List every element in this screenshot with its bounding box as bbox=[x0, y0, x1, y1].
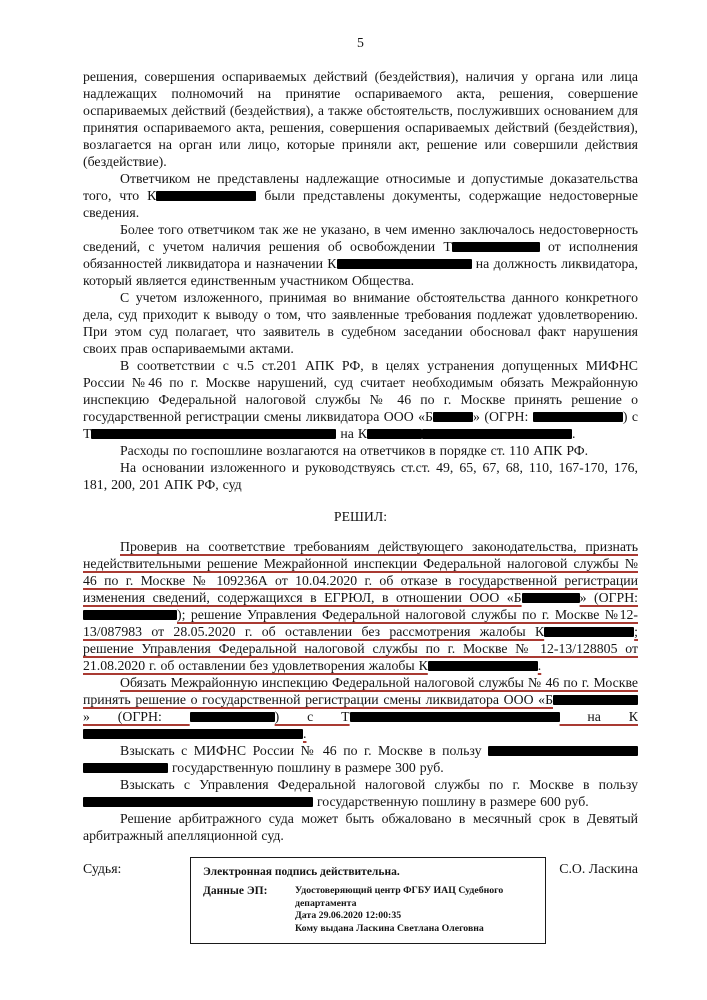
stamp-details bbox=[295, 885, 513, 935]
redaction-bar bbox=[91, 429, 336, 439]
redaction-bar bbox=[553, 695, 638, 705]
redaction-bar bbox=[452, 242, 540, 252]
redaction-bar bbox=[337, 259, 472, 269]
para-na-osnovanii: На основании изложенного и руководствуясь ст.ст. 49, 65, 67, 68, 110, 167-170, 176, 181, 200, 201 АПК РФ, суд bbox=[83, 460, 638, 492]
judge-label: Судья: bbox=[83, 861, 122, 876]
redaction-bar bbox=[544, 627, 634, 637]
para-continuation: решения, совершения оспариваемых действий (бездействия), наличия у органа или лица надлежащих полномочий на принятие оспариваемого акта, решения, совершение оспариваемых действий (бездействия), а также обстоятельств, послуживших основанием для принятия оспариваемого акта, решения, совершения оспариваемых действий (бездействия), возлагается на орган или лицо, которые приняли акт, решение или совершили действия (бездействие). bbox=[83, 69, 638, 169]
redaction-bar bbox=[533, 412, 623, 422]
redaction-bar bbox=[422, 429, 572, 439]
para-rashody: Расходы по госпошлине возлагаются на ответчиков в порядке ст. 110 АПК РФ. bbox=[120, 443, 589, 458]
redaction-bar bbox=[522, 593, 580, 603]
stamp-data-label: Данные ЭП: bbox=[203, 885, 268, 897]
para-vzyskat-ufns: Взыскать с Управления Федеральной налоговой службы по г. Москве в пользу государственную пошлину в размере 600 руб. bbox=[83, 776, 638, 810]
stamp-detail-line: Дата 29.06.2020 12:00:35 bbox=[295, 910, 402, 921]
para-v-sootvetstvii: В соответствии с ч.5 ст.201 АПК РФ, в целях устранения допущенных МИФНС России №46 по г. Москве нарушений, суд считает необходимым обязать Межрайонную инспекцию Федеральной налоговой службы № 46 по г. Москве принять решение о государственной регистрации смены ликвидатора ООО «Б » (ОГРН: ) с Т на К . bbox=[83, 358, 639, 441]
redaction-bar bbox=[83, 797, 313, 807]
stamp-detail-line: Кому выдана Ласкина Светлана Олеговна bbox=[295, 922, 484, 934]
redaction-bar bbox=[488, 746, 638, 756]
stamp-detail-line: Удостоверяющий центр ФГБУ ИАЦ Судебного департамента bbox=[295, 885, 504, 909]
para-otvetchik: Ответчиком не представлены надлежащие относимые и допустимые доказательства того, что К были представлены документы, содержащие недостоверные сведения. bbox=[83, 171, 638, 220]
page-number: 5 bbox=[357, 35, 364, 50]
para-vzyskat-mifns: Взыскать с МИФНС России № 46 по г. Москве в пользу государственную пошлину в размере 300 руб. bbox=[83, 742, 638, 776]
redaction-bar bbox=[83, 763, 168, 773]
redaction-bar bbox=[367, 429, 422, 439]
decision-heading: РЕШИЛ: bbox=[333, 509, 388, 524]
stamp-status-line: Электронная подпись действительна. bbox=[203, 866, 400, 878]
document-body bbox=[83, 68, 638, 844]
judge-name: С.О. Ласкина bbox=[559, 861, 638, 876]
redaction-bar bbox=[350, 712, 560, 722]
para-obzhalovanie: Решение арбитражного суда может быть обжаловано в месячный срок в Девятый арбитражный апелляционной суд. bbox=[83, 811, 638, 843]
para-proveriv: Проверив на соответствие требованиям действующего законодательства, признать недействительными решение Межрайонной инспекции Федеральной налоговой службы № 46 по г. Москве № 109236А от 10.04.2020 г. об отказе в государственной регистрации изменения сведений, содержащихся в ЕГРЮЛ, в отношении ООО «Б » (ОГРН: ); решение Управления Федеральной налоговой службы по г. Москве №12-13/087983 от 28.05.2020 г. об оставлении без рассмотрения жалобы К ; решение Управления Федеральной налоговой службы по г. Москве № 12-13/128805 от 21.08.2020 г. об оставлении без удовлетворения жалобы К . bbox=[83, 539, 638, 673]
signature-row bbox=[83, 857, 638, 944]
redaction-bar bbox=[83, 610, 177, 620]
para-s-uchetom: С учетом изложенного, принимая во внимание обстоятельства данного конкретного дела, суд приходит к выводу о том, что заявленные требования подлежат удовлетворению. При этом суд полагает, что заявитель в судебном заседании обосновал факт нарушения своих прав оспариваемыми актами. bbox=[83, 290, 638, 356]
redaction-bar bbox=[83, 729, 303, 739]
esign-stamp bbox=[190, 857, 546, 944]
redaction-bar bbox=[433, 412, 473, 422]
para-bolee-togo: Более того ответчиком так же не указано, в чем именно заключалось недостоверность сведений, с учетом наличия решения об освобождении Т от исполнения обязанностей ликвидатора и назначении К на должность ликвидатора, который является единственным участником Общества. bbox=[83, 222, 638, 288]
redaction-bar bbox=[190, 712, 275, 722]
redaction-bar bbox=[156, 191, 256, 201]
para-obyazat: Обязать Межрайонную инспекцию Федеральной налоговой службы № 46 по г. Москве принять решение о государственной регистрации смены ликвидатора ООО «Б» (ОГРН: ) с Т на К. bbox=[83, 675, 638, 741]
redaction-bar bbox=[428, 661, 538, 671]
